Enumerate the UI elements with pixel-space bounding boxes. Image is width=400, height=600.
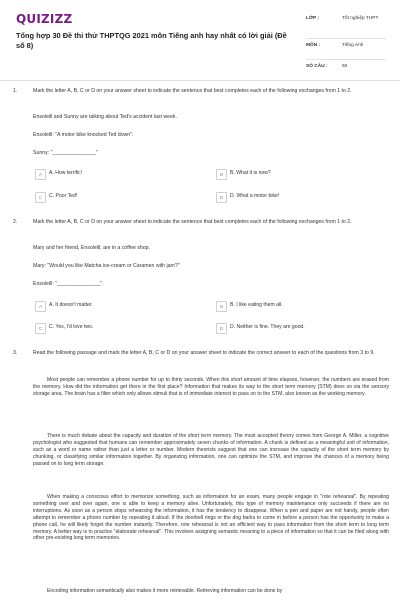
passage-paragraph: There is much debate about the capacity and duration of the short term memory. The most accepted theory comes from George A. Miller, a cognitive psychologist who suggested that humans can remember approximately seven chunks of information. A chunk is defined as a meaningful unit of information, such as a word or name rather than just a letter or number. Modern theorists suggest that one can increase the capacity of the short term memory by chunking, or classifying similar information together. By organizing information, one can optimize the STM, and improve the chances of a memory being passed on to long term storage. — [33, 433, 389, 467]
quizizz-logo[interactable]: QUIZIZZ — [16, 12, 73, 26]
option-c[interactable] — [35, 323, 205, 333]
option-d[interactable] — [216, 192, 386, 202]
question-line: Mary: "Would you like Matcha ice-cream or Caramen with jam?" — [33, 263, 180, 269]
option-letter: D — [216, 192, 227, 203]
question-prompt: Mark the letter A, B, C or D on your answer sheet to indicate the sentence that best completes each of the following exchanges from 1 to 2. — [33, 219, 352, 225]
meta-row-subject — [306, 41, 386, 60]
option-text: D. What a motor bike! — [230, 193, 280, 199]
document-header — [0, 0, 400, 74]
meta-value-question-count: 50 — [342, 64, 348, 69]
option-letter: A — [35, 169, 46, 180]
option-a[interactable] — [35, 301, 205, 311]
question-number: 1. — [13, 88, 18, 94]
option-c[interactable] — [35, 192, 205, 202]
option-text: C. Poor Ted! — [49, 193, 78, 199]
option-letter: D — [216, 323, 227, 334]
option-text: B. I like eating them all. — [230, 302, 283, 308]
question-prompt: Mark the letter A, B, C or D on your answer sheet to indicate the sentence that best completes each of the following exchanges from 1 to 2. — [33, 88, 352, 94]
passage-paragraph: When making a conscious effort to memorize something, such as information for an exam, many people engage in "rote rehearsal". By repeating something over and over again, one is able to keep a memory alive. Unfortunately, this type of memory maintenance only succeeds if there are no interruptions. As soon as a person stops rehearsing the information, it has the tendency to disappear. When a pen and paper are not handy, people often attempt to remember a phone number by repeating it aloud. If the doorbell rings or the dog barks to come in before a person has the opportunity to make a phone call, he will likely forget the number instantly. Therefore, rote rehearsal is not an efficient way to pass information from the short term to long term memory. A better way is to practice "elaborate rehearsal". This involves assigning semantic meaning to a piece of information so that it can be filed along with other pre-existing long term memories. — [33, 494, 389, 542]
question-line: Sunny: "_______________" — [33, 150, 98, 156]
question-line: Ensoleill: "_______________". — [33, 281, 104, 287]
option-letter: A — [35, 301, 46, 312]
option-d[interactable] — [216, 323, 386, 333]
header-divider — [0, 80, 400, 81]
question-line: Mary and her friend, Ensoleill, are in a coffee shop. — [33, 245, 150, 251]
option-text: B. What it is now? — [230, 170, 271, 176]
option-b[interactable] — [216, 301, 386, 311]
meta-value-class: Tốt nghiệp THPT — [342, 16, 379, 21]
option-letter: C — [35, 323, 46, 334]
question-prompt: Read the following passage and mark the letter A, B, C or D on your answer sheet to indicate the correct answer to each of the questions from 3 to 9. — [33, 350, 375, 356]
option-letter: B — [216, 169, 227, 180]
option-a[interactable] — [35, 169, 205, 179]
meta-row-question-count — [306, 62, 386, 78]
document-title: Tổng hợp 30 Đề thi thử THPTQG 2021 môn Tiếng anh hay nhất có lời giải (Đề số 8) — [16, 31, 287, 50]
question-number: 2. — [13, 219, 18, 225]
meta-label-subject: MÔN : — [306, 43, 321, 48]
option-text: D. Neither is fine. They are good. — [230, 324, 305, 330]
question-line: Ensoleill and Sunny are talking about Ted's accident last week. — [33, 114, 177, 120]
option-text: A. It doesn't matter. — [49, 302, 93, 308]
question-line: Ensoleill: "A motor bike knocked Ted down". — [33, 132, 134, 138]
meta-row-class — [306, 14, 386, 39]
option-text: A. How terrific! — [49, 170, 83, 176]
meta-value-subject: Tiếng Anh — [342, 43, 364, 48]
option-b[interactable] — [216, 169, 386, 179]
question-number: 3. — [13, 350, 18, 356]
meta-label-question-count: SỐ CÂU : — [306, 64, 328, 69]
option-letter: B — [216, 301, 227, 312]
option-text: C. Yes, I'd love two. — [49, 324, 94, 330]
passage-paragraph: Most people can remember a phone number for up to thirty seconds. When this short amount of time elapses, however, the numbers are erased from the memory. How did the information get there in the first place? Information that makes its way to the short term memory (STM) does so via the sensory storage area. The brain has a filter which only allows stimuli that is of immediate interest to pass on to the STM, also known as the working memory. — [33, 377, 389, 397]
document-meta — [306, 14, 386, 78]
option-letter: C — [35, 192, 46, 203]
meta-label-class: LỚP : — [306, 16, 320, 21]
passage-paragraph: Encoding information semantically also makes it more retrievable. Retrieving information can be done by — [47, 588, 283, 594]
